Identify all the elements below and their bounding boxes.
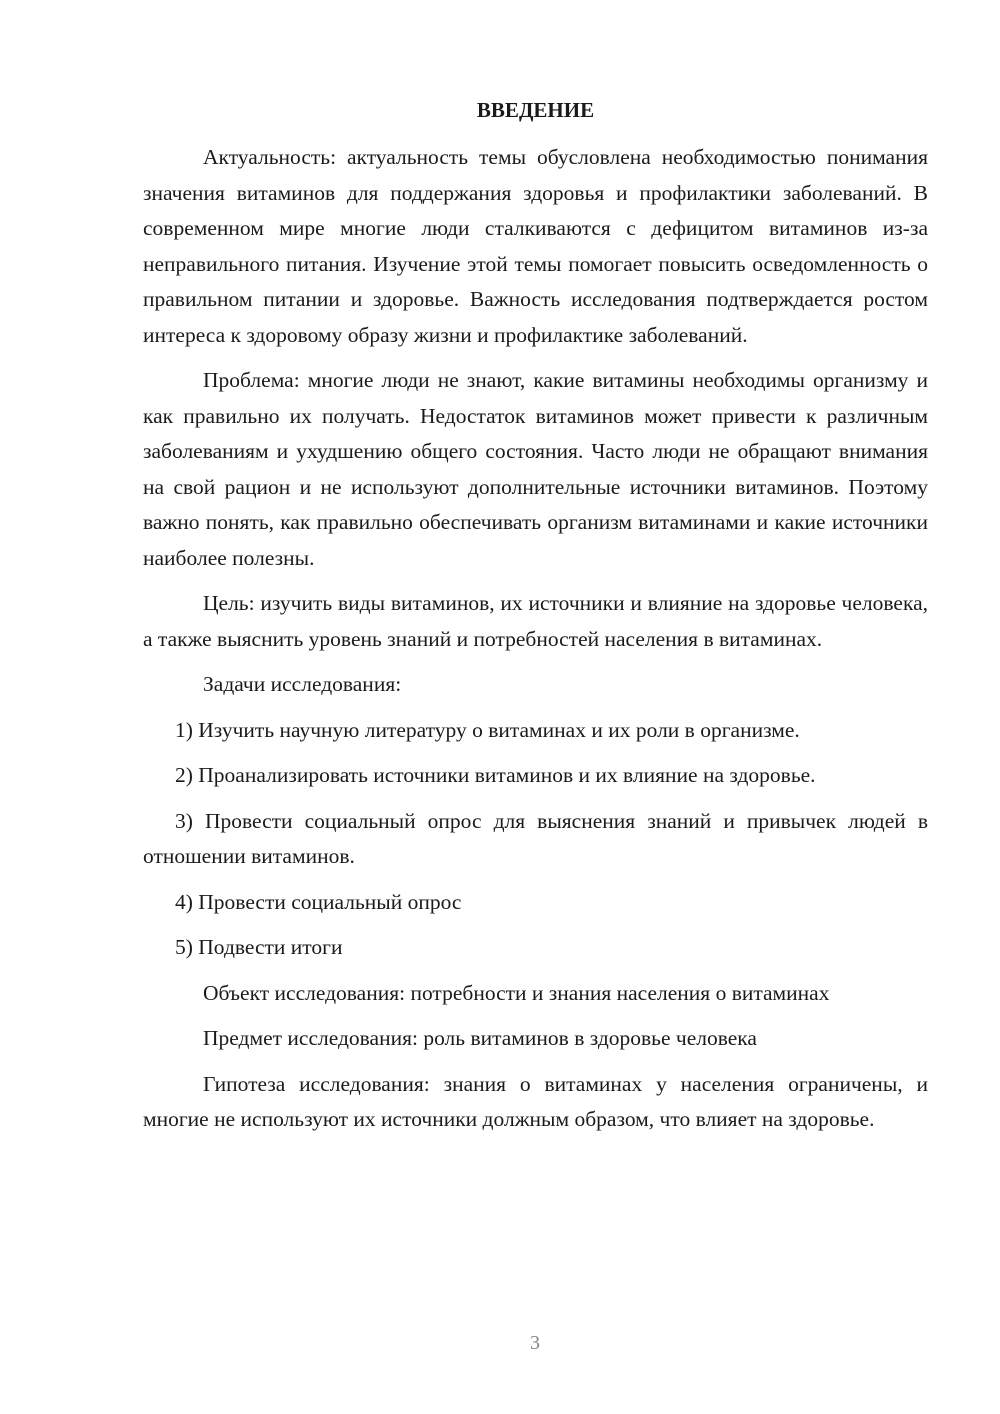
document-page (143, 93, 928, 1148)
page-number: 3 (530, 1332, 540, 1354)
research-object: Объект исследования: потребности и знания населения о витаминах (203, 980, 830, 1005)
goal-paragraph: Цель: изучить виды витаминов, их источники и влияние на здоровье человека, а также выяснить уровень знаний и потребностей населения в витаминах. (143, 591, 928, 651)
task-item-2: 2) Проанализировать источники витаминов и их влияние на здоровье. (175, 763, 816, 787)
task-item-5: 5) Подвести итоги (175, 935, 343, 959)
problem-paragraph: Проблема: многие люди не знают, какие витамины необходимы организму и как правильно их получать. Недостаток витаминов может привести к различным заболеваниям и ухудшению общего состояния. Часто люди не обращают внимания на свой рацион и не используют дополнительные источники витаминов. Поэтому важно понять, как правильно обеспечивать организм витаминами и какие источники наиболее полезны. (143, 368, 928, 570)
task-item-1: 1) Изучить научную литературу о витаминах и их роли в организме. (175, 717, 800, 742)
hypothesis-paragraph: Гипотеза исследования: знания о витаминах у населения ограничены, и многие не используют их источники должным образом, что влияет на здоровье. (143, 1071, 928, 1131)
task-item-3: 3) Провести социальный опрос для выяснения знаний и привычек людей в отношении витаминов. (143, 808, 928, 868)
relevance-paragraph: Актуальность: актуальность темы обусловлена необходимостью понимания значения витаминов для поддержания здоровья и профилактики заболеваний. В современном мире многие люди сталкиваются с дефицитом витаминов из-за неправильного питания. Изучение этой темы помогает повысить осведомленность о правильном питании и здоровье. Важность исследования подтверждается ростом интереса к здоровому образу жизни и профилактике заболеваний. (143, 145, 928, 347)
page-title: ВВЕДЕНИЕ (476, 98, 595, 122)
research-subject: Предмет исследования: роль витаминов в здоровье человека (203, 1026, 757, 1050)
task-item-4: 4) Провести социальный опрос (175, 889, 462, 914)
tasks-heading: Задачи исследования: (203, 672, 402, 696)
